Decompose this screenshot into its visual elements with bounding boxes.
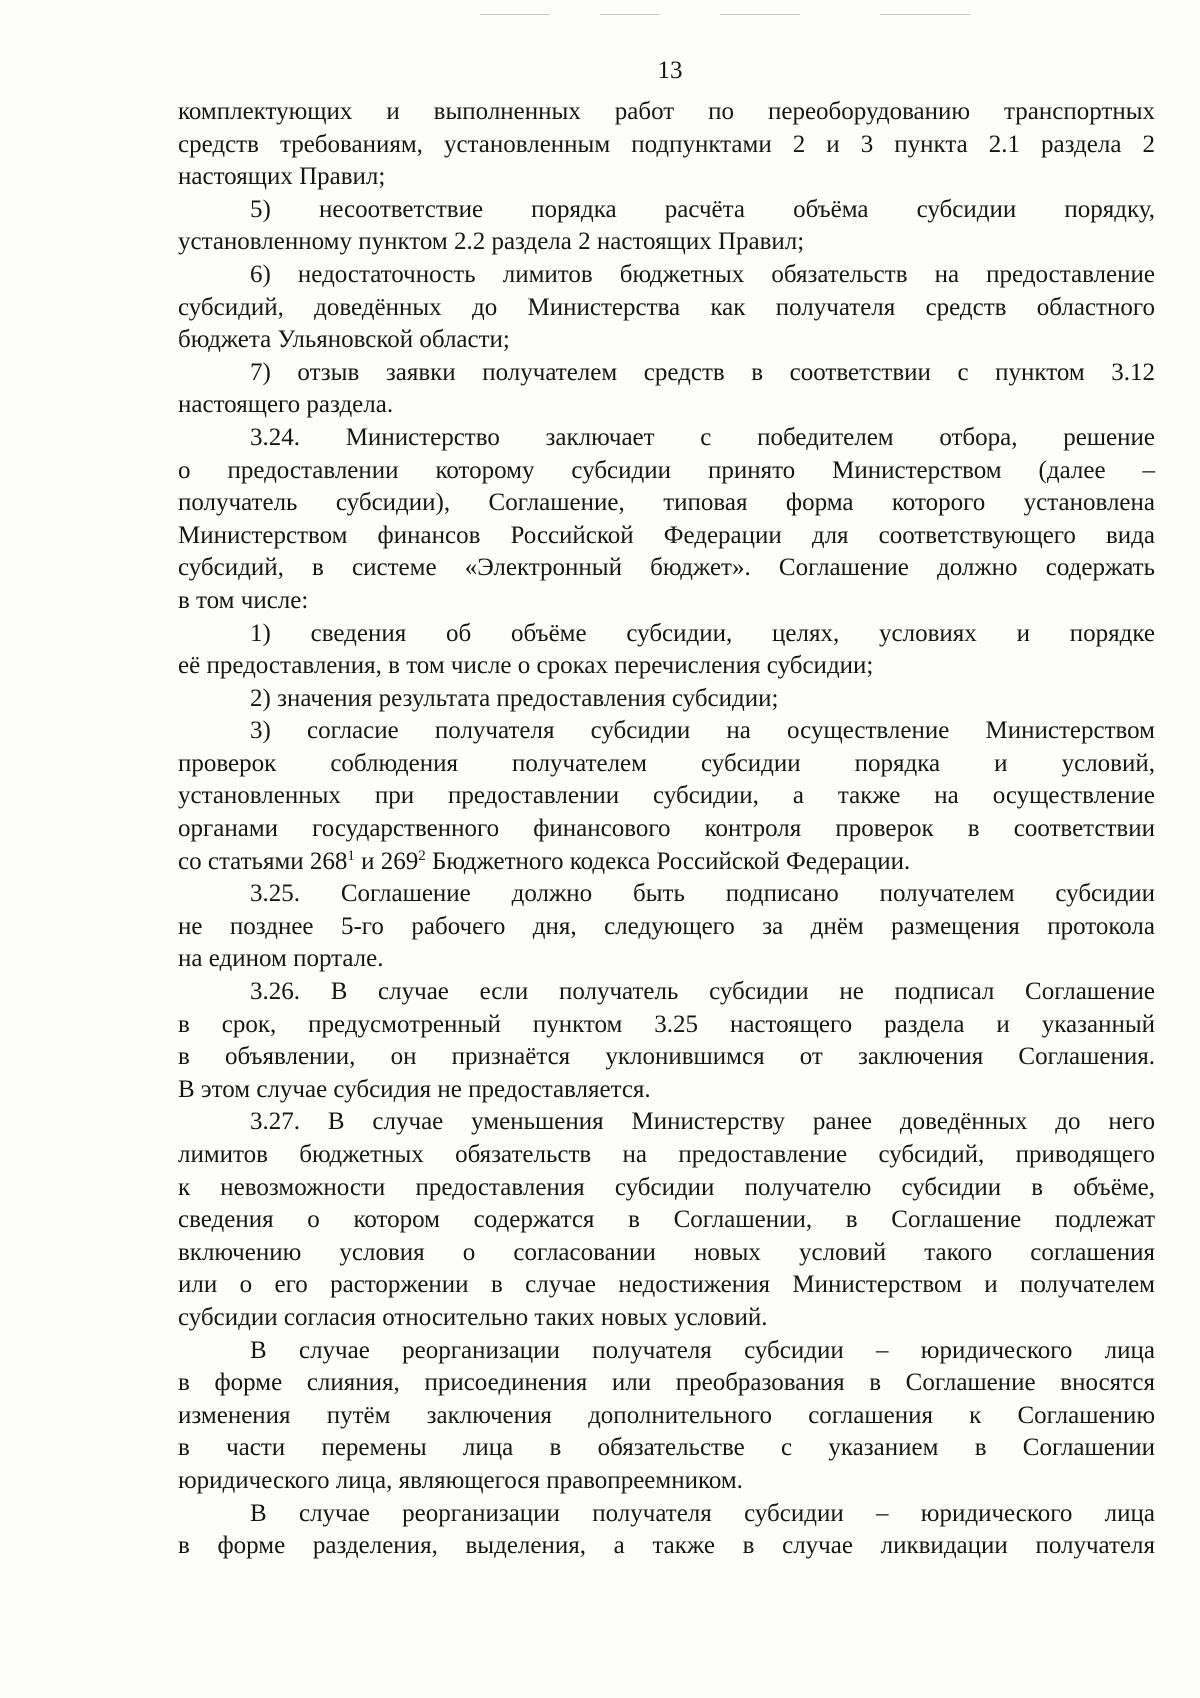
paragraph-3-25: 3.25. Соглашение должно быть подписано получателем субсидии <box>250 880 1155 908</box>
paragraph-3-24-cont: о предоставлении которому субсидии принято Министерством (далее – <box>178 456 1155 484</box>
paragraph-3-24-cont: Министерством финансов Российской Федерации для соответствующего вида <box>178 521 1155 549</box>
paragraph-3-27-end: субсидии согласия относительно таких новых условий. <box>178 1303 768 1331</box>
paragraph-reorganization-split: В случае реорганизации получателя субсидии – юридического лица <box>250 1499 1155 1527</box>
paragraph-3-26-cont: в объявлении, он признаётся уклонившимся от заключения Соглашения. <box>178 1043 1155 1071</box>
paragraph-3-24-cont: получатель субсидии), Соглашение, типовая форма которого установлена <box>178 489 1155 517</box>
paragraph-item-7: 7) отзыв заявки получателем средств в соответствии с пунктом 3.12 <box>250 358 1155 386</box>
page-number: 13 <box>657 57 683 84</box>
document-body <box>178 96 1155 1563</box>
paragraph-3-26-cont: в срок, предусмотренный пунктом 3.25 настоящего раздела и указанный <box>178 1010 1155 1038</box>
paragraph-3-25-end: на едином портале. <box>178 945 384 973</box>
paragraph-3-27-cont: к невозможности предоставления субсидии получателю субсидии в объёме, <box>178 1173 1155 1201</box>
superscript: 1 <box>347 847 355 864</box>
paragraph-sub-3: 3) согласие получателя субсидии на осуществление Министерством <box>250 717 1155 745</box>
paragraph-sub-3-end: со статьями $268^1$ и $269^2$ Бюджетного кодекса Российской Федерации. <box>178 847 911 875</box>
paragraph-item-7-end: настоящего раздела. <box>178 391 394 419</box>
paragraph-reorganization-merge-cont: в части перемены лица в обязательстве с указанием в Соглашении <box>178 1434 1155 1462</box>
paragraph-sub-1-end: её предоставления, в том числе о сроках перечисления субсидии; <box>178 652 874 680</box>
paragraph-item-6-end: бюджета Ульяновской области; <box>178 326 510 354</box>
paragraph-3-27-cont: сведения о котором содержатся в Соглашении, в Соглашение подлежат <box>178 1206 1155 1234</box>
paragraph-reorganization-merge-cont: изменения путём заключения дополнительного соглашения к Соглашению <box>178 1401 1155 1429</box>
paragraph-reorganization-merge-end: юридического лица, являющегося правопреемником. <box>178 1466 743 1494</box>
paragraph-3-27: 3.27. В случае уменьшения Министерству ранее доведённых до него <box>250 1108 1155 1136</box>
paragraph-sub-1: 1) сведения об объёме субсидии, целях, условиях и порядке <box>250 619 1155 647</box>
scan-artifact <box>880 14 970 15</box>
paragraph-3-24: 3.24. Министерство заключает с победителем отбора, решение <box>250 423 1155 451</box>
paragraph-sub-3-cont: проверок соблюдения получателем субсидии порядка и условий, <box>178 749 1155 777</box>
paragraph-sub-3-cont: органами государственного финансового контроля проверок в соответствии <box>178 815 1155 843</box>
paragraph-item-6: 6) недостаточность лимитов бюджетных обязательств на предоставление <box>250 260 1155 288</box>
paragraph-sub-2: 2) значения результата предоставления субсидии; <box>250 684 779 712</box>
paragraph-item-6-cont: субсидий, доведённых до Министерства как получателя средств областного <box>178 293 1155 321</box>
paragraph-3-27-cont: включению условия о согласовании новых условий такого соглашения <box>178 1238 1155 1266</box>
paragraph-reorganization-merge-cont: в форме слияния, присоединения или преобразования в Соглашение вносятся <box>178 1369 1155 1397</box>
paragraph-continuation-end: настоящих Правил; <box>178 163 386 191</box>
paragraph-reorganization-split-cont: в форме разделения, выделения, а также в случае ликвидации получателя <box>178 1532 1155 1560</box>
paragraph-continuation: комплектующих и выполненных работ по переоборудованию транспортных средств требованиям, установленным подпунктами 2 и 3 пункта 2.1 раздела 2 <box>178 98 1155 158</box>
paragraph-3-27-cont: или о его расторжении в случае недостижения Министерством и получателем <box>178 1271 1155 1299</box>
paragraph-3-26: 3.26. В случае если получатель субсидии не подписал Соглашение <box>250 978 1155 1006</box>
scan-artifact <box>720 14 800 15</box>
paragraph-sub-3-cont: установленных при предоставлении субсидии, а также на осуществление <box>178 782 1155 810</box>
scan-artifact <box>600 14 660 15</box>
paragraph-3-24-end: в том числе: <box>178 586 309 614</box>
paragraph-reorganization-merge: В случае реорганизации получателя субсидии – юридического лица <box>250 1336 1155 1364</box>
paragraph-3-26-end: В этом случае субсидия не предоставляется. <box>178 1075 651 1103</box>
paragraph-item-5-end: установленному пунктом 2.2 раздела 2 настоящих Правил; <box>178 228 805 256</box>
paragraph-item-5: 5) несоответствие порядка расчёта объёма субсидии порядку, <box>250 195 1155 223</box>
superscript: 2 <box>418 847 426 864</box>
scan-artifact <box>480 14 550 15</box>
paragraph-3-27-cont: лимитов бюджетных обязательств на предоставление субсидий, приводящего <box>178 1141 1155 1168</box>
paragraph-3-24-cont: субсидий, в системе «Электронный бюджет». Соглашение должно содержать <box>178 554 1155 582</box>
paragraph-3-25-cont: не позднее 5-го рабочего дня, следующего за днём размещения протокола <box>178 912 1155 940</box>
